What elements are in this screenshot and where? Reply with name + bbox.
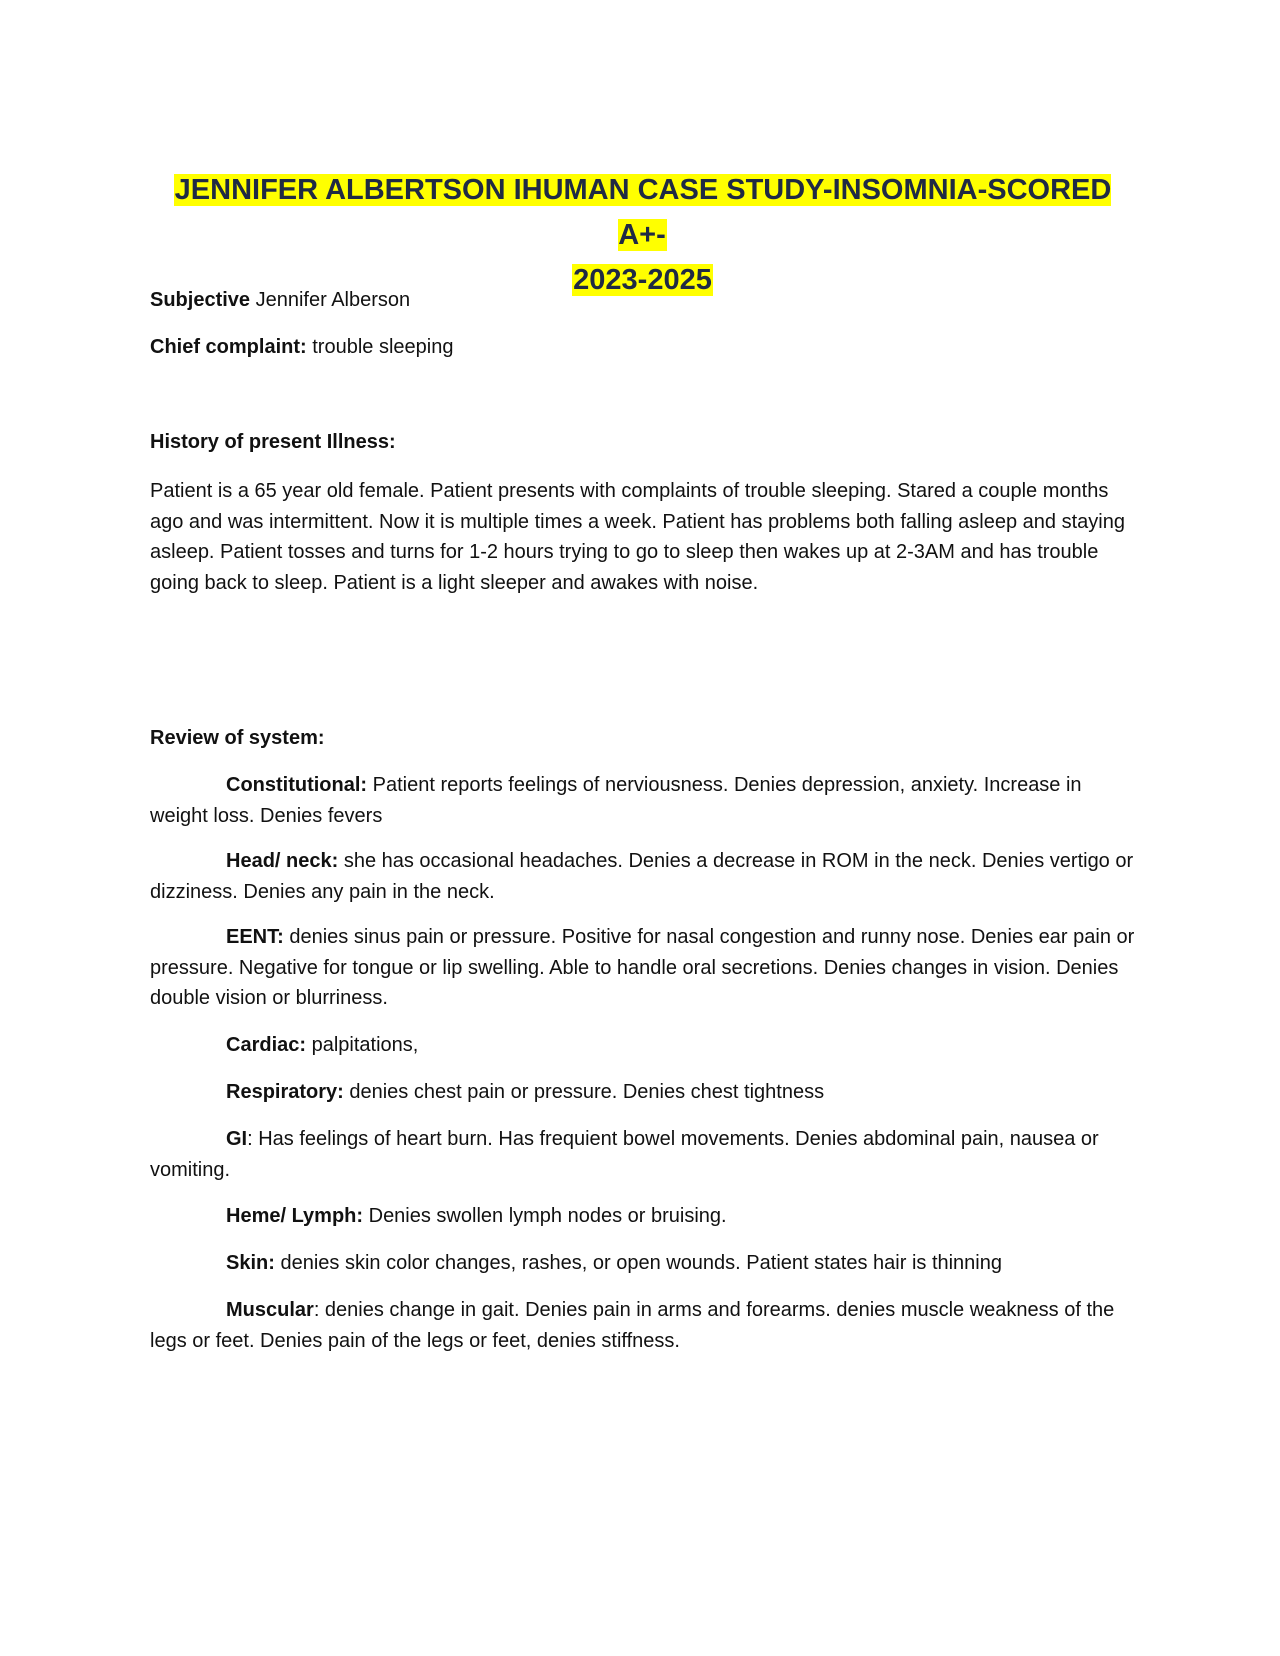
- title-line-2: 2023-2025: [573, 264, 712, 296]
- ros-text: Denies swollen lymph nodes or bruising.: [363, 1205, 727, 1227]
- ros-muscular: [150, 1295, 1135, 1356]
- title-line-1: JENNIFER ALBERTSON IHUMAN CASE STUDY-INSOMNIA-SCORED A+-: [174, 174, 1112, 251]
- subjective-label: Subjective: [150, 289, 251, 311]
- chief-complaint-value: trouble sleeping: [306, 336, 454, 358]
- ros-respiratory: [150, 1077, 1135, 1108]
- hpi-paragraph: Patient is a 65 year old female. Patient presents with complaints of trouble sleeping. Stared a couple months ago and was intermittent. Now it is multiple times a week. Patient has problems both falling asleep and staying asleep. Patient tosses and turns for 1-2 hours trying to go to sleep then wakes up at 2-3AM and has trouble going back to sleep. Patient is a light sleeper and awakes with noise.: [150, 480, 1125, 594]
- ros-eent: [150, 922, 1135, 1014]
- ros-constitutional: [150, 770, 1135, 831]
- document-title: [150, 168, 1135, 303]
- ros-cardiac: [150, 1030, 1135, 1061]
- ros-text: she has occasional headaches. Denies a decrease in ROM in the neck. Denies vertigo or dizziness. Denies any pain in the neck.: [150, 850, 1134, 903]
- ros-label: Heme/ Lymph:: [226, 1205, 364, 1227]
- subjective-value: Jennifer Alberson: [250, 289, 411, 311]
- chief-complaint-line: [150, 332, 1135, 362]
- ros-text: : Has feelings of heart burn. Has frequient bowel movements. Denies abdominal pain, nausea or vomiting.: [150, 1128, 1099, 1181]
- ros-label: Skin:: [226, 1252, 275, 1274]
- ros-text: Patient reports feelings of nerviousness. Denies depression, anxiety. Increase in weight loss. Denies fevers: [150, 774, 1082, 827]
- ros-skin: [150, 1248, 1135, 1279]
- ros-label: EENT:: [226, 926, 284, 948]
- hpi-heading: History of present Illness:: [150, 431, 396, 453]
- ros-label: Head/ neck:: [226, 850, 339, 872]
- ros-label: GI: [226, 1128, 248, 1150]
- ros-text: : denies change in gait. Denies pain in arms and forearms. denies muscle weakness of the legs or feet. Denies pain of the legs or feet, denies stiffness.: [150, 1299, 1115, 1352]
- ros-text: denies skin color changes, rashes, or open wounds. Patient states hair is thinning: [274, 1252, 1002, 1274]
- ros-label: Respiratory:: [226, 1081, 344, 1103]
- ros-head-neck: [150, 846, 1135, 907]
- ros-heme-lymph: [150, 1201, 1135, 1232]
- ros-heading: Review of system:: [150, 727, 325, 749]
- ros-text: palpitations,: [306, 1034, 419, 1056]
- ros-text: denies sinus pain or pressure. Positive for nasal congestion and runny nose. Denies ear pain or pressure. Negative for tongue or lip swelling. Able to handle oral secretions. Denies changes in vision. Denies double vision or blurriness.: [150, 926, 1135, 1009]
- chief-complaint-label: Chief complaint:: [150, 336, 307, 358]
- ros-label: Muscular: [226, 1299, 314, 1321]
- subjective-line: [150, 285, 1135, 315]
- ros-label: Constitutional:: [226, 774, 368, 796]
- ros-label: Cardiac:: [226, 1034, 307, 1056]
- ros-text: denies chest pain or pressure. Denies chest tightness: [343, 1081, 825, 1103]
- ros-gi: [150, 1124, 1135, 1185]
